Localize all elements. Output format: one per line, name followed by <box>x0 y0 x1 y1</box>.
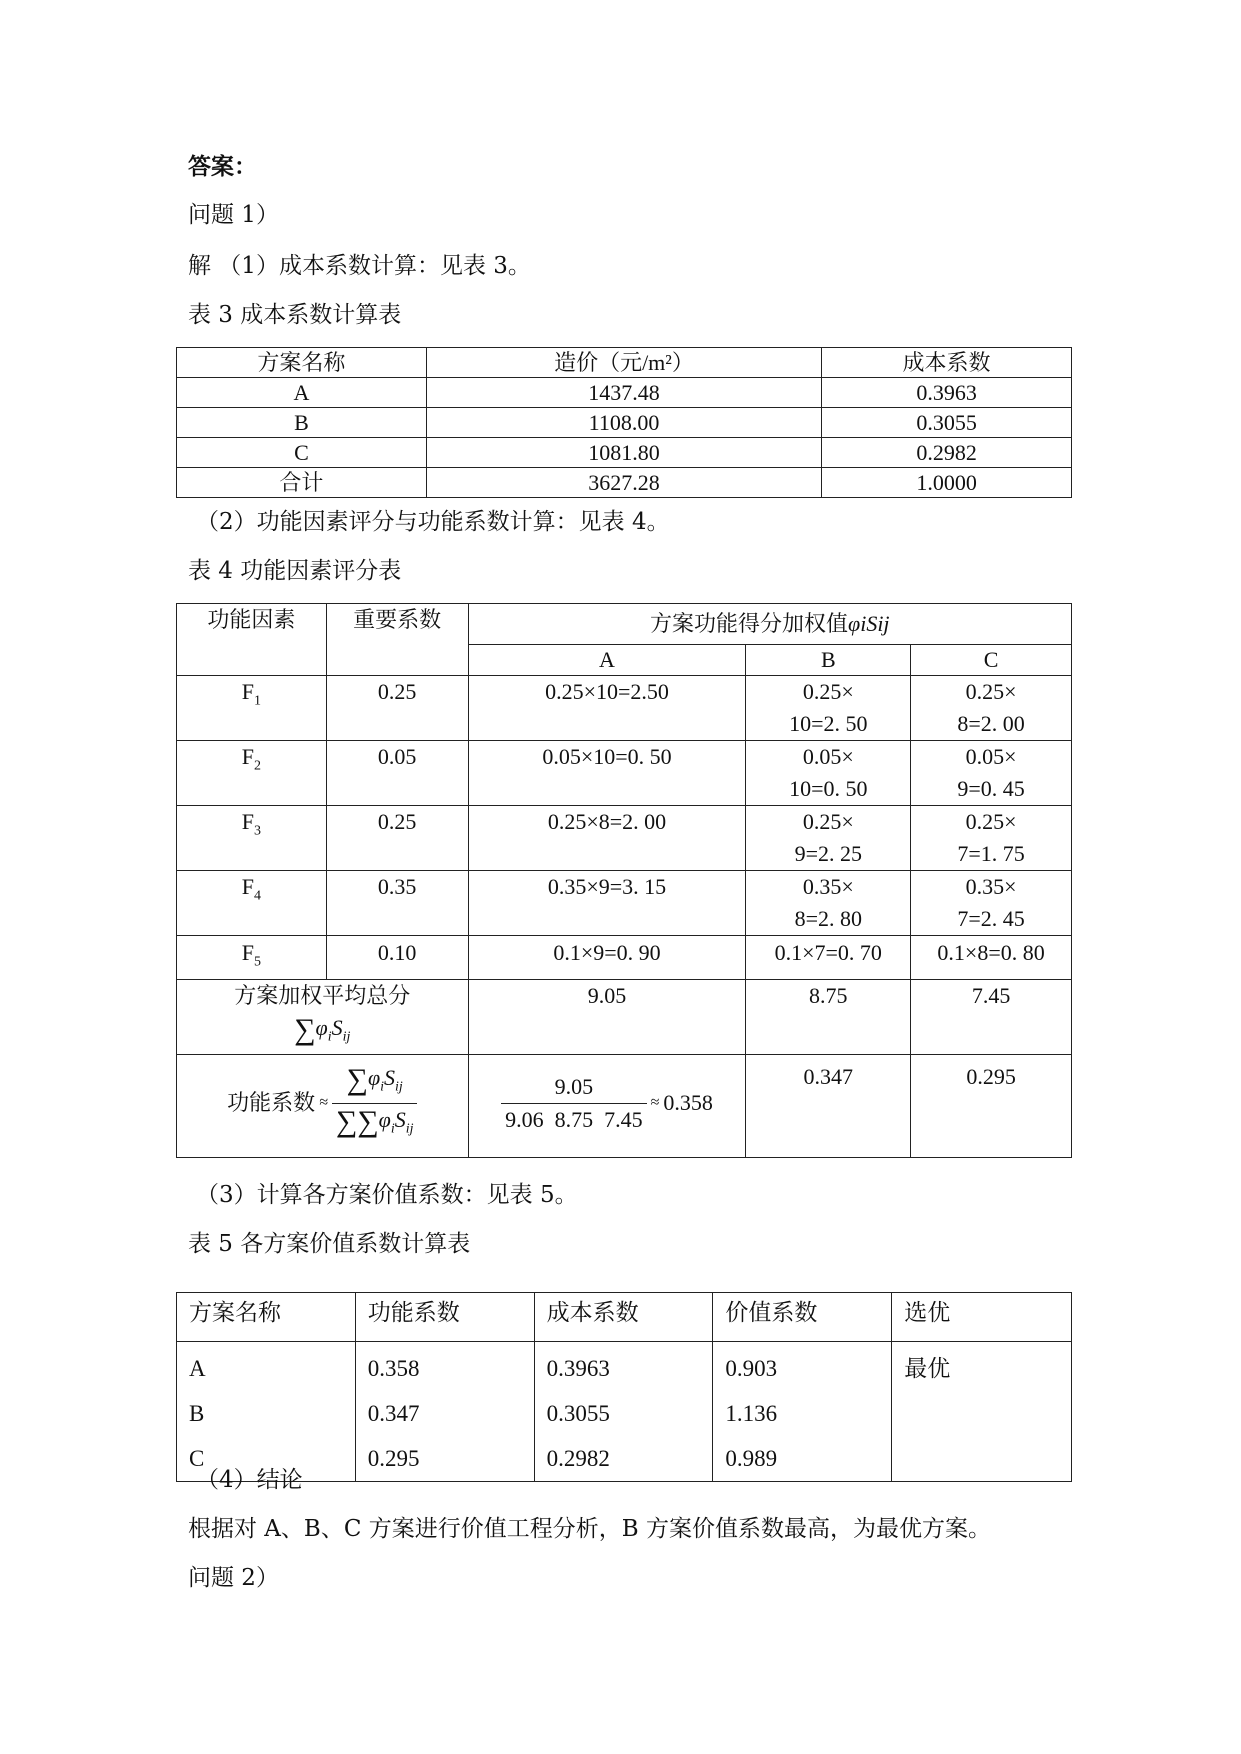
table-4-title: 表 4 功能因素评分表 <box>188 558 402 584</box>
factor-cell: $F_4$ <box>177 871 327 936</box>
conclusion-text: 根据对 A、B、C 方案进行价值工程分析，B 方案价值系数最高，为最优方案。 <box>188 1516 991 1542</box>
fc-a-value: 0.358 <box>663 1090 713 1116</box>
header-cell: 方案名称 <box>177 1293 356 1342</box>
table-cell: A <box>177 378 427 408</box>
table-cell: 0.1×8=0. 80 <box>911 936 1072 980</box>
table-cell: 0.10 <box>326 936 468 980</box>
table-cell: 0.35× 8=2. 80 <box>746 871 911 936</box>
table-cell: 0.35 <box>326 871 468 936</box>
table-cell: C <box>177 438 427 468</box>
table-row <box>177 806 1072 871</box>
factor-cell: $F_5$ <box>177 936 327 980</box>
header-cell: B <box>746 645 911 676</box>
header-cell: 功能因素 <box>177 604 327 676</box>
table-cell: 0.25× 7=1. 75 <box>911 806 1072 871</box>
table-cell: 0.1×9=0. 90 <box>468 936 746 980</box>
header-cell: C <box>911 645 1072 676</box>
cost-coef-cell: 0.3963 0.3055 0.2982 <box>534 1342 713 1482</box>
table-cell: 1.0000 <box>822 468 1072 498</box>
question-1-label: 问题 1） <box>188 202 279 228</box>
step-3-text: （3）计算各方案价值系数：见表 5。 <box>196 1182 578 1208</box>
table-cell: 0.25×8=2. 00 <box>468 806 746 871</box>
step-4-text: （4）结论 <box>196 1467 303 1493</box>
table-row <box>177 936 1072 980</box>
value-coef-cell: 0.903 1.136 0.989 <box>713 1342 892 1482</box>
cost-coefficient-table <box>176 347 1072 498</box>
header-cell: A <box>468 645 746 676</box>
table-cell: 0.05× 9=0. 45 <box>911 741 1072 806</box>
table-cell: 0.05× 10=0. 50 <box>746 741 911 806</box>
table-cell: 0.25× 10=2. 50 <box>746 676 911 741</box>
table-cell: 1081.80 <box>426 438 821 468</box>
header-cell: 重要系数 <box>326 604 468 676</box>
table-cell: 7.45 <box>911 980 1072 1055</box>
header-cell: 造价（元/m²） <box>426 348 821 378</box>
fc-formula: $\frac{\sum\varphi_iS_{ij}}{\sum\sum\varphi_iS_{ij}}$ <box>332 1062 418 1146</box>
value-coefficient-table <box>176 1292 1072 1482</box>
function-coefficient-row <box>177 1055 1072 1158</box>
table-cell: 0.295 <box>911 1055 1072 1158</box>
table-row <box>177 408 1072 438</box>
best-cell: 最优 <box>892 1342 1072 1482</box>
header-cell: 成本系数 <box>822 348 1072 378</box>
table-cell: 0.35×9=3. 15 <box>468 871 746 936</box>
table-cell: 0.3055 <box>822 408 1072 438</box>
factor-cell: $F_3$ <box>177 806 327 871</box>
table-cell: 1437.48 <box>426 378 821 408</box>
table-cell: 1108.00 <box>426 408 821 438</box>
table-header-row <box>177 348 1072 378</box>
table-cell: 合计 <box>177 468 427 498</box>
table-5-title: 表 5 各方案价值系数计算表 <box>188 1231 471 1257</box>
table-cell: 0.25 <box>326 806 468 871</box>
table-row <box>177 378 1072 408</box>
table-row <box>177 438 1072 468</box>
factor-cell: $F_2$ <box>177 741 327 806</box>
answer-heading: 答案： <box>188 153 257 180</box>
avg-label: 方案加权平均总分 <box>234 983 411 1009</box>
sum-formula: $\sum\varphi_iS_{ij}$ <box>294 1013 351 1047</box>
function-score-table <box>176 603 1072 1158</box>
avg-label-cell <box>177 980 469 1055</box>
score-header-label: 方案功能得分加权值 <box>650 611 849 636</box>
table-cell: 9.05 <box>468 980 746 1055</box>
table-row <box>177 871 1072 936</box>
factor-cell: $F_1$ <box>177 676 327 741</box>
fc-label-cell: 功能系数 ≈ $\frac{\sum\varphi_iS_{ij}}{\sum\sum\varphi_iS_{ij}}$ <box>177 1055 469 1158</box>
table-cell: 0.25×10=2.50 <box>468 676 746 741</box>
table-cell: 0.25 <box>326 676 468 741</box>
table-cell: 0.2982 <box>822 438 1072 468</box>
table-header-row <box>177 1293 1072 1342</box>
phi-s-symbol: φiSij <box>848 611 890 636</box>
header-cell: 价值系数 <box>713 1293 892 1342</box>
table-cell: 3627.28 <box>426 468 821 498</box>
header-cell: 选优 <box>892 1293 1072 1342</box>
table-cell: 0.05×10=0. 50 <box>468 741 746 806</box>
table-cell: 0.35× 7=2. 45 <box>911 871 1072 936</box>
question-2-label: 问题 2） <box>188 1565 279 1591</box>
table-cell: 8.75 <box>746 980 911 1055</box>
table-row <box>177 741 1072 806</box>
table-cell: 0.25× 8=2. 00 <box>911 676 1072 741</box>
fc-a-cell: $\frac{9.05}{9.06 8.75 7.45}$ ≈ 0.358 <box>468 1055 746 1158</box>
table-cell: 0.25× 9=2. 25 <box>746 806 911 871</box>
header-cell: 成本系数 <box>534 1293 713 1342</box>
fc-a-fraction: $\frac{9.05}{9.06 8.75 7.45}$ <box>501 1071 647 1136</box>
step-1-text: 解 （1）成本系数计算：见表 3。 <box>188 253 531 279</box>
table-cell: 0.347 <box>746 1055 911 1158</box>
table-header-row <box>177 604 1072 645</box>
step-2-text: （2）功能因素评分与功能系数计算：见表 4。 <box>196 509 670 535</box>
table-row <box>177 676 1072 741</box>
header-cell <box>468 604 1071 645</box>
table-body-row <box>177 1342 1072 1482</box>
func-coef-cell: 0.358 0.347 0.295 <box>355 1342 534 1482</box>
table-cell: 0.1×7=0. 70 <box>746 936 911 980</box>
table-cell: B <box>177 408 427 438</box>
table-total-row <box>177 468 1072 498</box>
table-3-title: 表 3 成本系数计算表 <box>188 302 402 328</box>
table-cell: 0.3963 <box>822 378 1072 408</box>
table-cell: 0.05 <box>326 741 468 806</box>
fc-label: 功能系数 <box>227 1090 316 1116</box>
weighted-average-row <box>177 980 1072 1055</box>
header-cell: 功能系数 <box>355 1293 534 1342</box>
names-cell: A B C <box>177 1342 356 1482</box>
header-cell: 方案名称 <box>177 348 427 378</box>
